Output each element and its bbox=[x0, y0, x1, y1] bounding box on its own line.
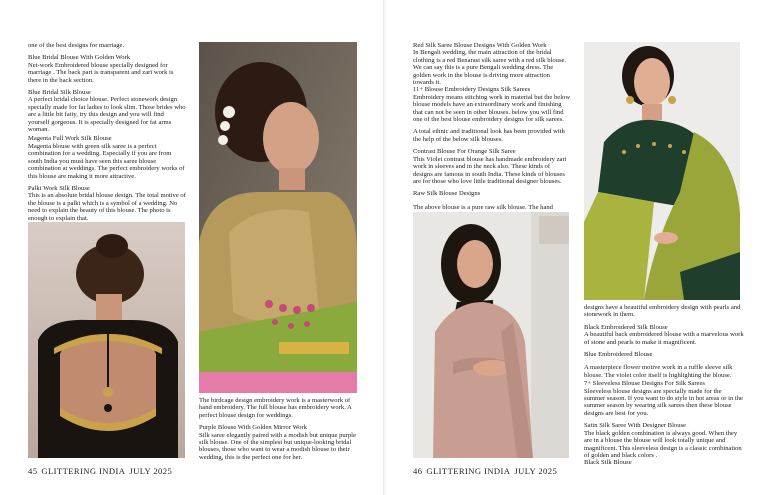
page-number: 46 bbox=[413, 466, 423, 476]
section-heading: Blue Bridal Blouse With Golden Work bbox=[28, 54, 131, 62]
section-body: A masterpiece flower motive work in a ruffle sleeve silk blouse. The violet color itself is highlighting the blouse. bbox=[584, 364, 733, 379]
section-satin bbox=[584, 422, 744, 466]
page-46 bbox=[386, 0, 770, 495]
section-heading: Satin Silk Saree With Designer Blouse bbox=[584, 422, 686, 430]
section-heading: Magenta Full Work Silk Blouse bbox=[28, 135, 112, 143]
section-body: Net-work Embroidered blouse specially designed for marriage . The back part is transparent and zari work is there in the back section. bbox=[28, 61, 174, 84]
section-heading: Blue Bridal Silk Blouse bbox=[28, 89, 91, 97]
section-heading: Blue Embroidered Blouse bbox=[584, 351, 653, 359]
section-body: The black golden combination is always good. When they are in a blouse the blouse will look totally unique and magnificent. This sleeveless design is a classic combination of golden and black colors . bbox=[584, 429, 742, 459]
magazine-name: GLITTERING INDIA bbox=[41, 466, 126, 476]
page-number: 45 bbox=[28, 466, 38, 476]
section-palki bbox=[28, 185, 186, 222]
left-caption-column bbox=[199, 397, 359, 466]
caption-birdcage: The birdcage design embroidery work is a masterwork of hand embroidery. The full blouse has embroidery work. A perfect blouse design for weddings. bbox=[199, 397, 352, 419]
black-blouse-back-photo bbox=[28, 222, 185, 458]
section-blue-embroidered bbox=[584, 351, 744, 379]
section-heading: Raw Silk Blouse Designs bbox=[413, 190, 481, 198]
green-saree-photo bbox=[584, 42, 740, 300]
section-embroidery bbox=[413, 86, 571, 123]
section-body: A beautiful back embroidered blouse with a marvelous work of stone and pearls to make it magnificent. bbox=[584, 331, 744, 346]
section-body: Silk saree elegantly paired with a modish but unique purple silk blouse. One of the simplest but unique-looking bridal blouses, those who want to wear a modish blouse to their wedding, this is the perfect one for her. bbox=[199, 431, 356, 461]
section-body: This is an absolute bridal blouse design. The total motive of the blouse is a palki which is a symbol of a wedding. No need to explain the beauty of this blouse. The photo is enough to explain that. bbox=[28, 192, 186, 222]
intro-text: one of the best designs for marriage. bbox=[28, 42, 125, 49]
section-blue-bridal-silk bbox=[28, 89, 186, 133]
right-text-column-2 bbox=[584, 304, 744, 472]
page-45 bbox=[0, 0, 384, 495]
left-text-column bbox=[28, 42, 186, 239]
magazine-name: GLITTERING INDIA bbox=[426, 466, 511, 476]
right-text-column-1 bbox=[413, 42, 571, 216]
section-red-silk bbox=[413, 42, 571, 86]
folio-right bbox=[413, 466, 561, 476]
section-heading: 7+ Sleeveless Blouse Designs For Silk Sarees bbox=[584, 380, 705, 388]
issue-date: JULY 2025 bbox=[129, 466, 173, 476]
section-body: In Bengali wedding, the main attraction of the bridal clothing is a red Benarasi silk saree with a red silk blouse. We can say this is a pure Bengali wedding dress. The golden work in the blouse is driving more attraction towards it. bbox=[413, 49, 567, 87]
section-black-embroidered bbox=[584, 324, 744, 346]
section-purple-blouse bbox=[199, 424, 359, 461]
section-heading: Black Silk Blouse bbox=[584, 459, 632, 467]
section-body: A perfect bridal choice blouse. Perfect stonework design specially made for fat ladies to look slim. Those brides who are a little bit fatty, try this design and you will find yourself gorgeous. It is specially designed for fat arms woman. bbox=[28, 96, 186, 134]
section-heading: Red Silk Saree Blouse Designs With Golden Work bbox=[413, 42, 547, 49]
section-body: Embroidery means stitching work in material but the below blouse models have an extraordinary work and finishing that can not be seen in other blouses. below you will find one of the best blouse embroidery designs for silk sarees. bbox=[413, 93, 571, 124]
section-heading: Palki Work Silk Blouse bbox=[28, 184, 90, 192]
section-raw-silk bbox=[413, 190, 571, 211]
bride-green-saree-photo bbox=[199, 42, 357, 393]
section-heading: 11+ Blouse Embroidery Designs Silk Sarees bbox=[413, 86, 531, 94]
section-magenta bbox=[28, 135, 186, 179]
pearls-text: designs have a beautiful embroidery design with pearls and stonework in them. bbox=[584, 304, 741, 319]
section-body: Sleeveless blouse designs are specially made for the summer season. If you want to do style in hot areas or in the summer season by wearing silk sarees then these blouse designs are best for you. bbox=[584, 387, 743, 417]
section-body: The above blouse is a pure raw silk blouse. The hand bbox=[413, 203, 553, 211]
ethnic-text: A total ethnic and traditional look has been provided with the help of the below silk blouses. bbox=[413, 128, 565, 143]
section-heading: Purple Blouse With Golden Mirror Work bbox=[199, 424, 307, 432]
folio-left bbox=[28, 466, 176, 476]
section-contrast bbox=[413, 148, 571, 185]
issue-date: JULY 2025 bbox=[514, 466, 558, 476]
section-body: Magenta blouse with green silk saree is a perfect combination for a wedding. Especially if you are from south India you must have seen this saree blouse combination at weddings. The perfect embroidery works of this blouse are making it more attractive. bbox=[28, 142, 185, 180]
section-heading: Contrast Blouse For Orange Silk Saree bbox=[413, 148, 516, 156]
section-heading: Black Embroidered Silk Blouse bbox=[584, 323, 668, 331]
section-sleeveless bbox=[584, 380, 744, 417]
pink-saree-photo bbox=[413, 212, 569, 458]
section-blue-bridal-golden bbox=[28, 54, 186, 84]
section-body: This Violet contrast blouse has handmade embroidery zari work in sleeves and in the neck also. These kinds of designs are famous in south India. These kinds of blouses are for those who love little traditional designer blouses. bbox=[413, 155, 567, 185]
